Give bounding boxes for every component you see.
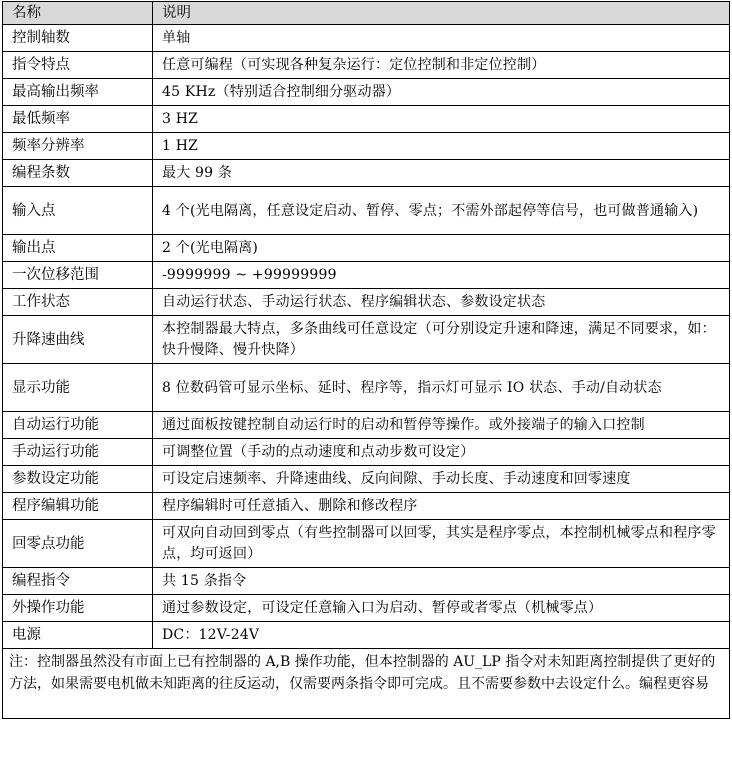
row-name: 程序编辑功能 — [3, 493, 153, 520]
row-value: -9999999 ~ +99999999 — [153, 262, 730, 289]
row-name: 手动运行功能 — [3, 439, 153, 466]
row-name: 自动运行功能 — [3, 412, 153, 439]
row-value: 任意可编程（可实现各种复杂运行：定位控制和非定位控制） — [153, 52, 730, 79]
table-row — [3, 622, 730, 649]
row-value: 自动运行状态、手动运行状态、程序编辑状态、参数设定状态 — [153, 289, 730, 316]
row-value: 共 15 条指令 — [153, 568, 730, 595]
header-desc: 说明 — [153, 2, 730, 25]
table-row — [3, 316, 730, 364]
row-name: 最高输出频率 — [3, 79, 153, 106]
row-value: 通过参数设定，可设定任意输入口为启动、暂停或者零点（机械零点） — [153, 595, 730, 622]
row-value: 本控制器最大特点，多条曲线可任意设定（可分别设定升速和降速，满足不同要求，如：快升慢降、慢升快降） — [153, 316, 730, 364]
row-value: 4 个(光电隔离，任意设定启动、暂停、零点；不需外部起停等信号，也可做普通输入) — [153, 187, 730, 235]
row-name: 参数设定功能 — [3, 466, 153, 493]
table-row — [3, 187, 730, 235]
row-name: 显示功能 — [3, 364, 153, 412]
table-row — [3, 289, 730, 316]
table-row — [3, 520, 730, 568]
table-row — [3, 25, 730, 52]
header-name: 名称 — [3, 2, 153, 25]
row-value: 可设定启速频率、升降速曲线、反向间隙、手动长度、手动速度和回零速度 — [153, 466, 730, 493]
row-name: 一次位移范围 — [3, 262, 153, 289]
table-row — [3, 364, 730, 412]
table-row — [3, 412, 730, 439]
row-value: DC：12V-24V — [153, 622, 730, 649]
row-value: 3 HZ — [153, 106, 730, 133]
table-row — [3, 466, 730, 493]
row-name: 回零点功能 — [3, 520, 153, 568]
row-name: 外操作功能 — [3, 595, 153, 622]
table-row — [3, 568, 730, 595]
row-name: 输出点 — [3, 235, 153, 262]
row-value: 通过面板按键控制自动运行时的启动和暂停等操作。或外接端子的输入口控制 — [153, 412, 730, 439]
row-value: 程序编辑时可任意插入、删除和修改程序 — [153, 493, 730, 520]
row-value: 最大 99 条 — [153, 160, 730, 187]
row-value: 2 个(光电隔离) — [153, 235, 730, 262]
table-row — [3, 52, 730, 79]
table-row — [3, 79, 730, 106]
row-value: 单轴 — [153, 25, 730, 52]
row-name: 编程条数 — [3, 160, 153, 187]
table-row — [3, 262, 730, 289]
row-value: 可双向自动回到零点（有些控制器可以回零，其实是程序零点，本控制机械零点和程序零点，均可返回） — [153, 520, 730, 568]
note-row — [3, 649, 730, 719]
row-name: 工作状态 — [3, 289, 153, 316]
row-value: 可调整位置（手动的点动速度和点动步数可设定） — [153, 439, 730, 466]
row-value: 1 HZ — [153, 133, 730, 160]
table-row — [3, 106, 730, 133]
footnote: 注：控制器虽然没有市面上已有控制器的 A,B 操作功能，但本控制器的 AU_LP 指令对未知距离控制提供了更好的方法，如果需要电机做未知距离的往反运动，仅需要两条指令即可完成。且不需要参数中去设定什么。编程更容易 — [3, 649, 730, 719]
table-row — [3, 235, 730, 262]
row-name: 输入点 — [3, 187, 153, 235]
table-row — [3, 439, 730, 466]
table-row — [3, 160, 730, 187]
row-name: 升降速曲线 — [3, 316, 153, 364]
row-name: 指令特点 — [3, 52, 153, 79]
row-value: 8 位数码管可显示坐标、延时、程序等，指示灯可显示 IO 状态、手动/自动状态 — [153, 364, 730, 412]
row-name: 控制轴数 — [3, 25, 153, 52]
row-name: 频率分辨率 — [3, 133, 153, 160]
header-row — [3, 2, 730, 25]
table-row — [3, 493, 730, 520]
row-name: 编程指令 — [3, 568, 153, 595]
row-name: 最低频率 — [3, 106, 153, 133]
row-name: 电源 — [3, 622, 153, 649]
spec-table — [2, 1, 730, 719]
table-row — [3, 595, 730, 622]
table-row — [3, 133, 730, 160]
row-value: 45 KHz（特别适合控制细分驱动器） — [153, 79, 730, 106]
